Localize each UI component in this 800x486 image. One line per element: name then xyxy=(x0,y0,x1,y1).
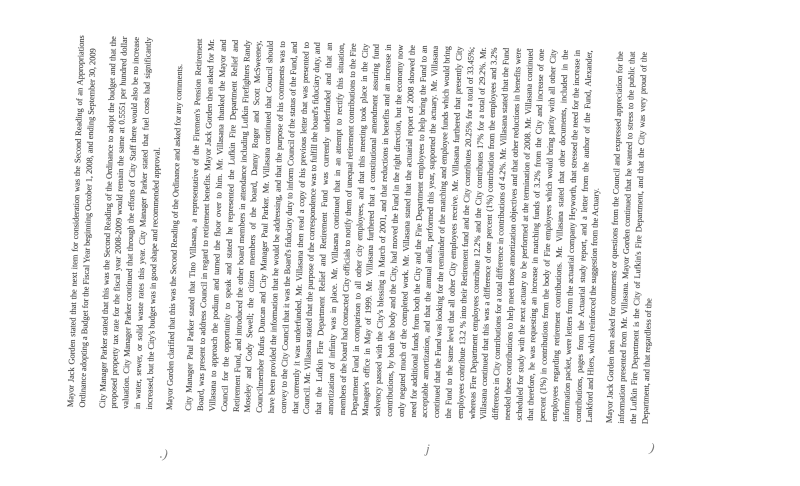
paragraph-mayor-closing: Mayor Jack Gorden then asked for comments or questions from the Council and expressed appreciation for the information presented from Mr. Villasana. Mayor Gorden continued that he wanted to stress to the public that the Lufkin Fire Department is the City of Lufkin's Fire Department, and that the City was very proud of the Department, and that regardless of the xyxy=(604,51,654,425)
paragraph-villasana-pension-fund: City Manager Paul Parker stated that Tino Villasana, a representative of the Firemen's Pension Retirement Board, was present to address Council in regard to retirement benefits. Mayor Jack Gorden then asked for Mr. Villasana to approach the podium and turned the floor over to him. Mr. Villasana thanked the Mayor and Council for the opportunity to speak and stated he represented the Lufkin Fire Department Relief and Retirement Fund, and introduced the other board members in attendance including Lufkin Firefighters Randy Moseley and Cody Sewell; the citizen members of the board, Danny Roger and Scott McSweeney, Councilmember Rufus Duncan and City Manager Paul Parker. Mr. Villasana continued that Council should have been provided the information that he would be addressing, and that the purpose of his comments was to convey to the City Council that it was the Board's fiduciary duty to inform Council of the status of the Fund, and that currently it was underfunded. Mr. Villasana then read a copy of his previous letter that was presented to Council. Mr. Villasana stated that the purpose of the correspondence was to fulfill the board's fiduciary duty, and that the Lufkin Fire Department Relief and Retirement Fund was currently underfunded and that an amortization of infinity was in place. Mr. Villasana continued that in an attempt to rectify this situation, members of the board had contacted City officials to notify them of unequal retirement contributions to the Fire Department Fund in comparison to all other city employees, and that this meeting took place in the City Manager's office in May of 1999. Mr. Villasana furthered that a constitutional amendment assuring fund solvency passed with the City's blessing in March of 2001, and that reductions in benefits and an increase in contributions, by both the body and the City, had moved the Fund in the right direction, but the economy now only negated much of the completed work. Mr. Villasana stated that the actuarial report of 2008 showed the need for additional funds from both the City and the Fire Department employees to help bring the Fund to an acceptable amortization, and that the annual audit, performed this year, supported the actuary. Mr. Villasana continued that the Fund was looking for the remainder of the matching and employee funds which would bring the Fund to the same level that all other City employees receive. Mr. Villasana furthered that presently City employees contribute 13.2 % into their Retirement fund and the City contributes 20.25% for a total of 33.45%; whereas Fire Department employees contribute 12.2% and the City contributes 17% for a total of 29.2%. Mr. Villasana continued that this was a difference of one percent (1%) contribution from the employees and 3.2% difference in City contributions for a total difference in contributions of 4.2%. Mr. Villasana stated that the Fund needed these contributions to help meet those amortization objectives and that other reductions in benefits were scheduled for study with the next actuary to be performed at the termination of 2008. Mr. Villasana continued that therefore, he was requesting an increase in matching funds of 3.2% from the City and increase of one percent (1%) in contributions from the body of Fire employees which would bring parity with all other City employees regarding retirement contributions. Mr. Villasana stated that other documents, included in the information packet, were letters from the actuarial company Heyworth, that stressed the need for the increase in contributions, pages from the Actuarial study report, and a letter from the author of the Fund, Alexander, Lankford and Hiers, which reinforced the suggestion from the Actuary. xyxy=(183,38,602,423)
paragraph-city-manager-budget: City Manager Parker stated that this was the Second Reading of the Ordinance to adopt the budget and that the proposed property tax rate for the fiscal year 2008-2009 would remain the same at 0.5551 per hundred dollar valuation. City Manager Parker continued that through the efforts of City Staff there would also be no increase in water, sewer, or solid waste rates this year. City Manager Parker stated that fuel costs had significantly increased, but the City's budget was in good shape and recommended approval. xyxy=(96,36,162,410)
pen-mark: ) xyxy=(648,439,656,456)
pen-mark: j xyxy=(425,440,431,457)
paragraph-mayor-clarification: Mayor Gorden clarified that this was the Second Reading of the Ordinance and asked for any comments. xyxy=(163,63,184,411)
pen-mark: .) xyxy=(159,445,169,462)
paragraph-budget-second-reading: Mayor Jack Gorden stated that the next item for consideration was the Second Reading of an Appropriations Ordinance adopting a Budget for the Fiscal Year beginning October 1, 2008, and ending September 30, 2009 xyxy=(65,35,98,408)
minutes-text-block xyxy=(65,35,662,424)
